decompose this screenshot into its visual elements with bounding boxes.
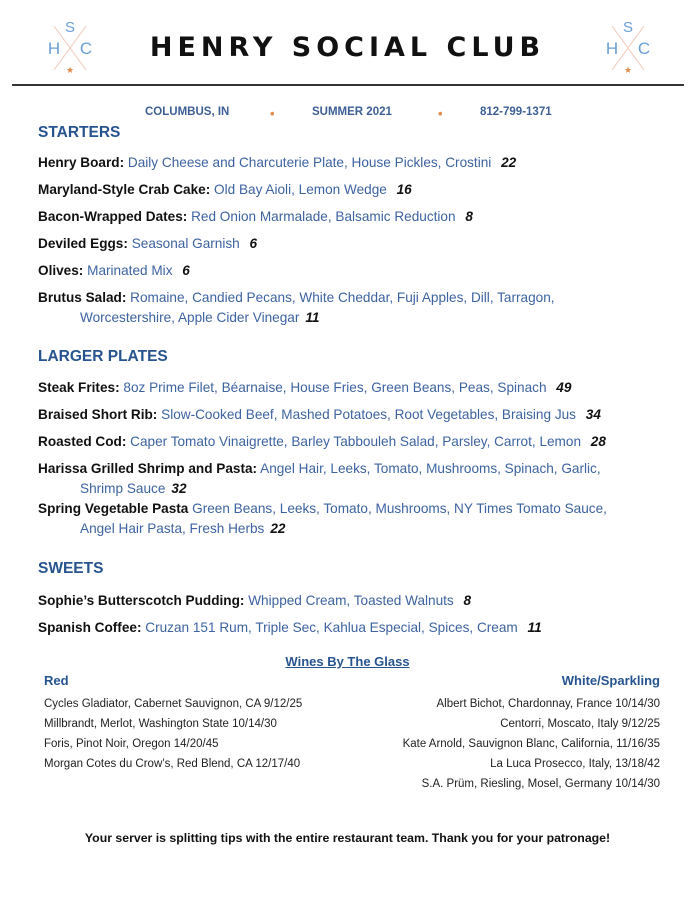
item-description: Marinated Mix bbox=[87, 263, 173, 278]
item-price: 22 bbox=[501, 155, 517, 170]
item-name: Maryland-Style Crab Cake: bbox=[38, 182, 211, 197]
wine-item: S.A. Prüm, Riesling, Mosel, Germany 10/14/30 bbox=[421, 778, 660, 790]
item-description-continued: Angel Hair Pasta, Fresh Herbs bbox=[80, 521, 265, 536]
wine-item: Millbrandt, Merlot, Washington State 10/14/30 bbox=[44, 718, 277, 730]
item-description: Seasonal Garnish bbox=[131, 236, 240, 251]
menu-item bbox=[38, 432, 668, 452]
menu-item bbox=[38, 378, 668, 398]
section-heading-sweets: SWEETS bbox=[38, 560, 104, 577]
item-price: 22 bbox=[270, 521, 286, 536]
header-divider bbox=[12, 84, 684, 86]
menu-item bbox=[38, 288, 668, 328]
item-price: 6 bbox=[182, 263, 190, 278]
item-price: 28 bbox=[590, 434, 606, 449]
wine-item: Morgan Cotes du Crow’s, Red Blend, CA 12/17/40 bbox=[44, 758, 301, 770]
item-description: Old Bay Aioli, Lemon Wedge bbox=[214, 182, 387, 197]
menu-item bbox=[38, 153, 668, 173]
wine-item: Kate Arnold, Sauvignon Blanc, California, 11/16/35 bbox=[402, 738, 660, 750]
item-name: Sophie’s Butterscotch Pudding: bbox=[38, 593, 245, 608]
location-text: COLUMBUS, IN bbox=[145, 106, 230, 118]
menu-item bbox=[38, 207, 668, 227]
item-price: 49 bbox=[556, 380, 572, 395]
phone-text: 812-799-1371 bbox=[480, 106, 552, 118]
item-description: Whipped Cream, Toasted Walnuts bbox=[248, 593, 454, 608]
item-price: 6 bbox=[249, 236, 258, 251]
item-description: Red Onion Marmalade, Balsamic Reduction bbox=[191, 209, 456, 224]
page-title: HENRY SOCIAL CLUB bbox=[149, 32, 546, 63]
wine-list-red bbox=[44, 694, 302, 774]
star-icon: ★ bbox=[623, 65, 633, 75]
separator-dot: • bbox=[438, 106, 443, 121]
item-name: Spring Vegetable Pasta bbox=[38, 501, 189, 516]
item-description-continued: Worcestershire, Apple Cider Vinegar bbox=[80, 310, 300, 325]
item-price: 11 bbox=[527, 620, 542, 635]
item-description: Caper Tomato Vinaigrette, Barley Tabbouleh Salad, Parsley, Carrot, Lemon bbox=[130, 434, 582, 449]
logo-letter-h: H bbox=[47, 39, 61, 58]
item-price: 8 bbox=[465, 209, 473, 224]
logo-letter-h: H bbox=[605, 39, 619, 58]
wine-column-heading-red: Red bbox=[44, 673, 69, 688]
item-description: Cruzan 151 Rum, Triple Sec, Kahlua Especial, Spices, Cream bbox=[145, 620, 518, 635]
item-description: 8oz Prime Filet, Béarnaise, House Fries, Green Beans, Peas, Spinach bbox=[123, 380, 547, 395]
item-name: Spanish Coffee: bbox=[38, 620, 142, 635]
menu-item bbox=[38, 405, 668, 425]
item-name: Roasted Cod: bbox=[38, 434, 127, 449]
footer-note: Your server is splitting tips with the entire restaurant team. Thank you for your patronage! bbox=[84, 831, 611, 845]
item-description: Angel Hair, Leeks, Tomato, Mushrooms, Spinach, Garlic, bbox=[260, 461, 601, 476]
wine-item: La Luca Prosecco, Italy, 13/18/42 bbox=[490, 758, 660, 770]
menu-item bbox=[38, 234, 668, 254]
logo-letter-s: S bbox=[64, 19, 76, 36]
menu-item bbox=[38, 618, 668, 638]
item-description: Slow-Cooked Beef, Mashed Potatoes, Root Vegetables, Braising Jus bbox=[161, 407, 576, 422]
logo-letter-c: C bbox=[637, 39, 651, 58]
menu-item bbox=[38, 459, 668, 499]
wine-list-white bbox=[403, 694, 660, 794]
logo-letter-c: C bbox=[79, 39, 93, 58]
item-price: 34 bbox=[585, 407, 601, 422]
wine-column-heading-white: White/Sparkling bbox=[561, 673, 660, 688]
wine-item: Albert Bichot, Chardonnay, France 10/14/30 bbox=[436, 698, 660, 710]
item-price: 8 bbox=[463, 593, 472, 608]
item-price: 11 bbox=[305, 310, 320, 325]
item-name: Brutus Salad: bbox=[38, 290, 127, 305]
section-heading-starters: STARTERS bbox=[38, 124, 121, 141]
item-price: 16 bbox=[396, 182, 412, 197]
item-name: Bacon-Wrapped Dates: bbox=[38, 209, 188, 224]
wine-item: Cycles Gladiator, Cabernet Sauvignon, CA 9/12/25 bbox=[44, 698, 303, 710]
logo-letter-s: S bbox=[622, 19, 634, 36]
star-icon: ★ bbox=[65, 65, 75, 75]
item-name: Braised Short Rib: bbox=[38, 407, 158, 422]
info-bar bbox=[0, 106, 695, 120]
menu-item bbox=[38, 261, 668, 281]
wines-heading: Wines By The Glass bbox=[285, 654, 410, 669]
wine-item: Centorri, Moscato, Italy 9/12/25 bbox=[500, 718, 660, 730]
wine-item: Foris, Pinot Noir, Oregon 14/20/45 bbox=[44, 738, 219, 750]
menu-item bbox=[38, 180, 668, 200]
item-description: Daily Cheese and Charcuterie Plate, House Pickles, Crostini bbox=[127, 155, 492, 170]
item-name: Henry Board: bbox=[38, 155, 125, 170]
menu-item bbox=[38, 591, 668, 611]
item-name: Olives: bbox=[38, 263, 84, 278]
item-name: Harissa Grilled Shrimp and Pasta: bbox=[38, 461, 258, 476]
item-name: Steak Frites: bbox=[38, 380, 120, 395]
season-text: SUMMER 2021 bbox=[312, 106, 392, 118]
item-description-continued: Shrimp Sauce bbox=[80, 481, 166, 496]
separator-dot: • bbox=[270, 106, 275, 121]
item-description: Romaine, Candied Pecans, White Cheddar, Fuji Apples, Dill, Tarragon, bbox=[130, 290, 555, 305]
section-heading-larger-plates: LARGER PLATES bbox=[38, 348, 168, 365]
menu-item bbox=[38, 499, 668, 539]
item-name: Deviled Eggs: bbox=[38, 236, 128, 251]
item-price: 32 bbox=[171, 481, 187, 496]
item-description: Green Beans, Leeks, Tomato, Mushrooms, NY Times Tomato Sauce, bbox=[192, 501, 607, 516]
